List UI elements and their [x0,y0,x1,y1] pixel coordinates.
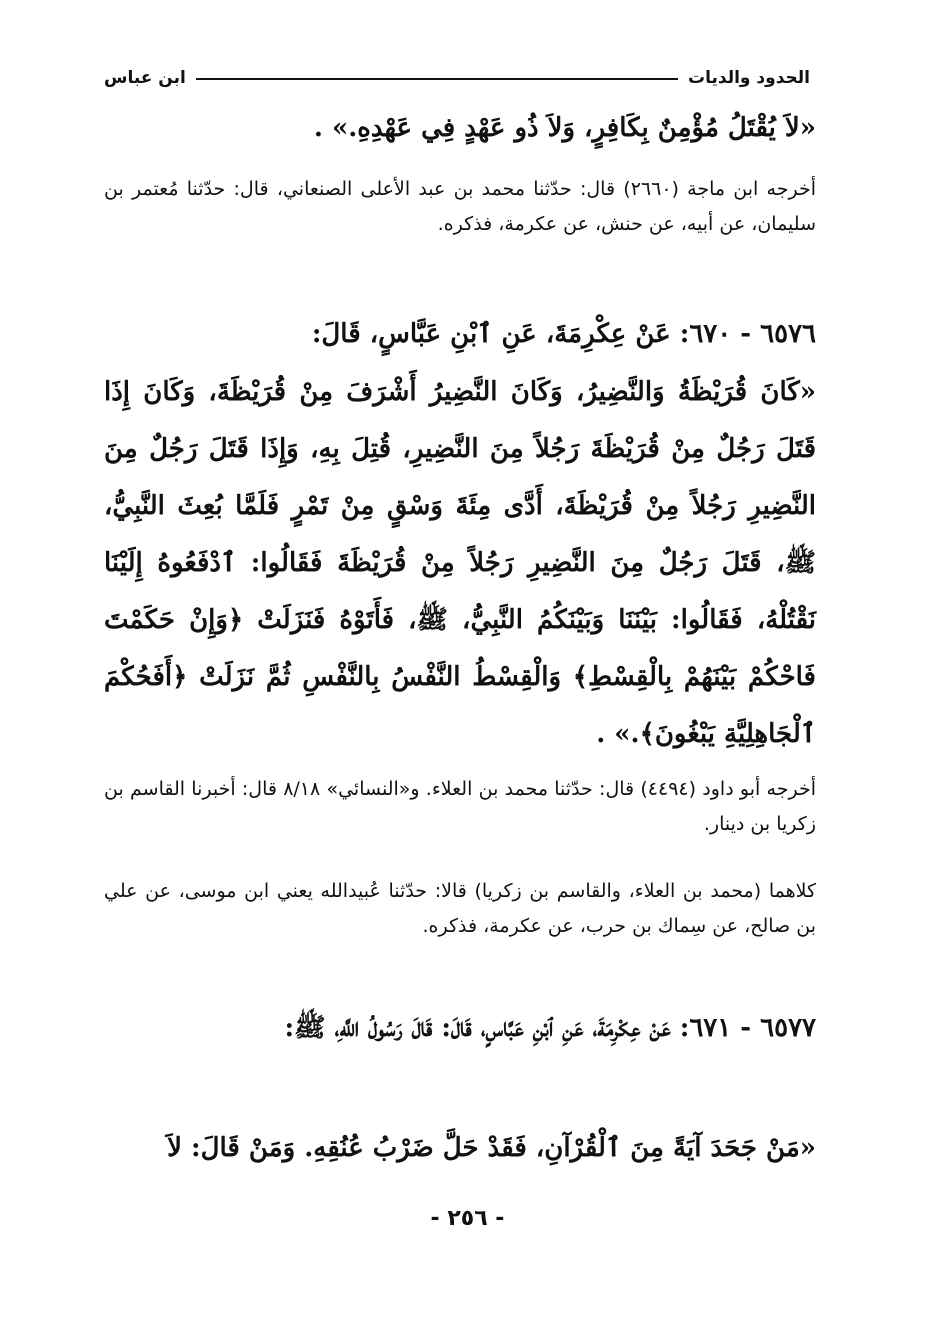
page-number: - ٢٥٦ - [430,1206,505,1231]
takhrij-1: أخرجه ابن ماجة (٢٦٦٠) قال: حدّثنا محمد بن عبد الأعلى الصنعاني، قال: حدّثنا مُعتمر بن سليمان، عن أبيه، عن حنش، عن عكرمة، فذكره. [104,178,816,235]
running-header [104,62,810,88]
hadith-continuation: «لاَ يُقْتَلُ مُؤْمِنٌ بِكَافِرٍ، وَلاَ ذُو عَهْدٍ فِي عَهْدِهِ.» . [313,113,816,143]
takhrij-2: أخرجه أبو داود (٤٤٩٤) قال: حدّثنا محمد بن العلاء. و«النسائي» ٨/١٨ قال: أخبرنا القاسم بن زكريا بن دينار. [104,778,816,835]
header-rule [196,78,678,80]
takhrij-3: كلاهما (محمد بن العلاء، والقاسم بن زكريا) قالا: حدّثنا عُبيدالله يعني ابن موسى، عن علي بن صالح، عن سِماك بن حرب، عن عكرمة، فذكره. [104,880,816,937]
chapter-title: الحدود والديات [688,68,810,88]
hadith-6577-heading: ٦٥٧٧ - ٦٧١: عَنْ عِكْرِمَةَ، عَنِ ٱبْنِ عَبَّاسٍ، قَالَ: قَالَ رَسُولُ اللَّهِ، ﷺ: [284,1013,816,1043]
hadith-6576-heading: ٦٥٧٦ - ٦٧٠: عَنْ عِكْرِمَةَ، عَنِ ٱبْنِ عَبَّاسٍ، قَالَ: [311,319,816,349]
hadith-6577-text: «مَنْ جَحَدَ آيَةً مِنَ ٱلْقُرْآنِ، فَقَدْ حَلَّ ضَرْبُ عُنُقِهِ. وَمَنْ قَالَ: لاَ [167,1133,816,1163]
hadith-6576-text: «كَانَ قُرَيْظَةُ وَالنَّضِيرُ، وَكَانَ النَّضِيرُ أَشْرَفَ مِنْ قُرَيْظَةَ، وَكَانَ إِذَا قَتَلَ رَجُلٌ مِنْ قُرَيْظَةَ رَجُلاً مِنَ النَّضِيرِ، قُتِلَ بِهِ، وَإِذَا قَتَلَ رَجُلٌ مِنَ النَّضِيرِ رَجُلاً مِنْ قُرَيْظَةَ، أَدَّى مِئَةَ وَسْقٍ مِنْ تَمْرٍ فَلَمَّا بُعِثَ النَّبِيُّ، ﷺ، قَتَلَ رَجُلٌ مِنَ النَّضِيرِ رَجُلاً مِنْ قُرَيْظَةَ فَقَالُوا: ٱدْفَعُوهُ إِلَيْنَا نَقْتُلْهُ، فَقَالُوا: بَيْنَنَا وَبَيْنَكُمُ النَّبِيُّ، ﷺ، فَأَتَوْهُ فَنَزَلَتْ ﴿وَإِنْ حَكَمْتَ فَاحْكُمْ بَيْنَهُمْ بِالْقِسْطِ﴾ وَالْقِسْطُ النَّفْسُ بِالنَّفْسِ ثُمَّ نَزَلَتْ ﴿أَفَحُكْمَ ٱلْجَاهِلِيَّةِ يَبْغُونَ﴾.» . [104,377,816,749]
narrator-title: ابن عباس [104,68,186,88]
